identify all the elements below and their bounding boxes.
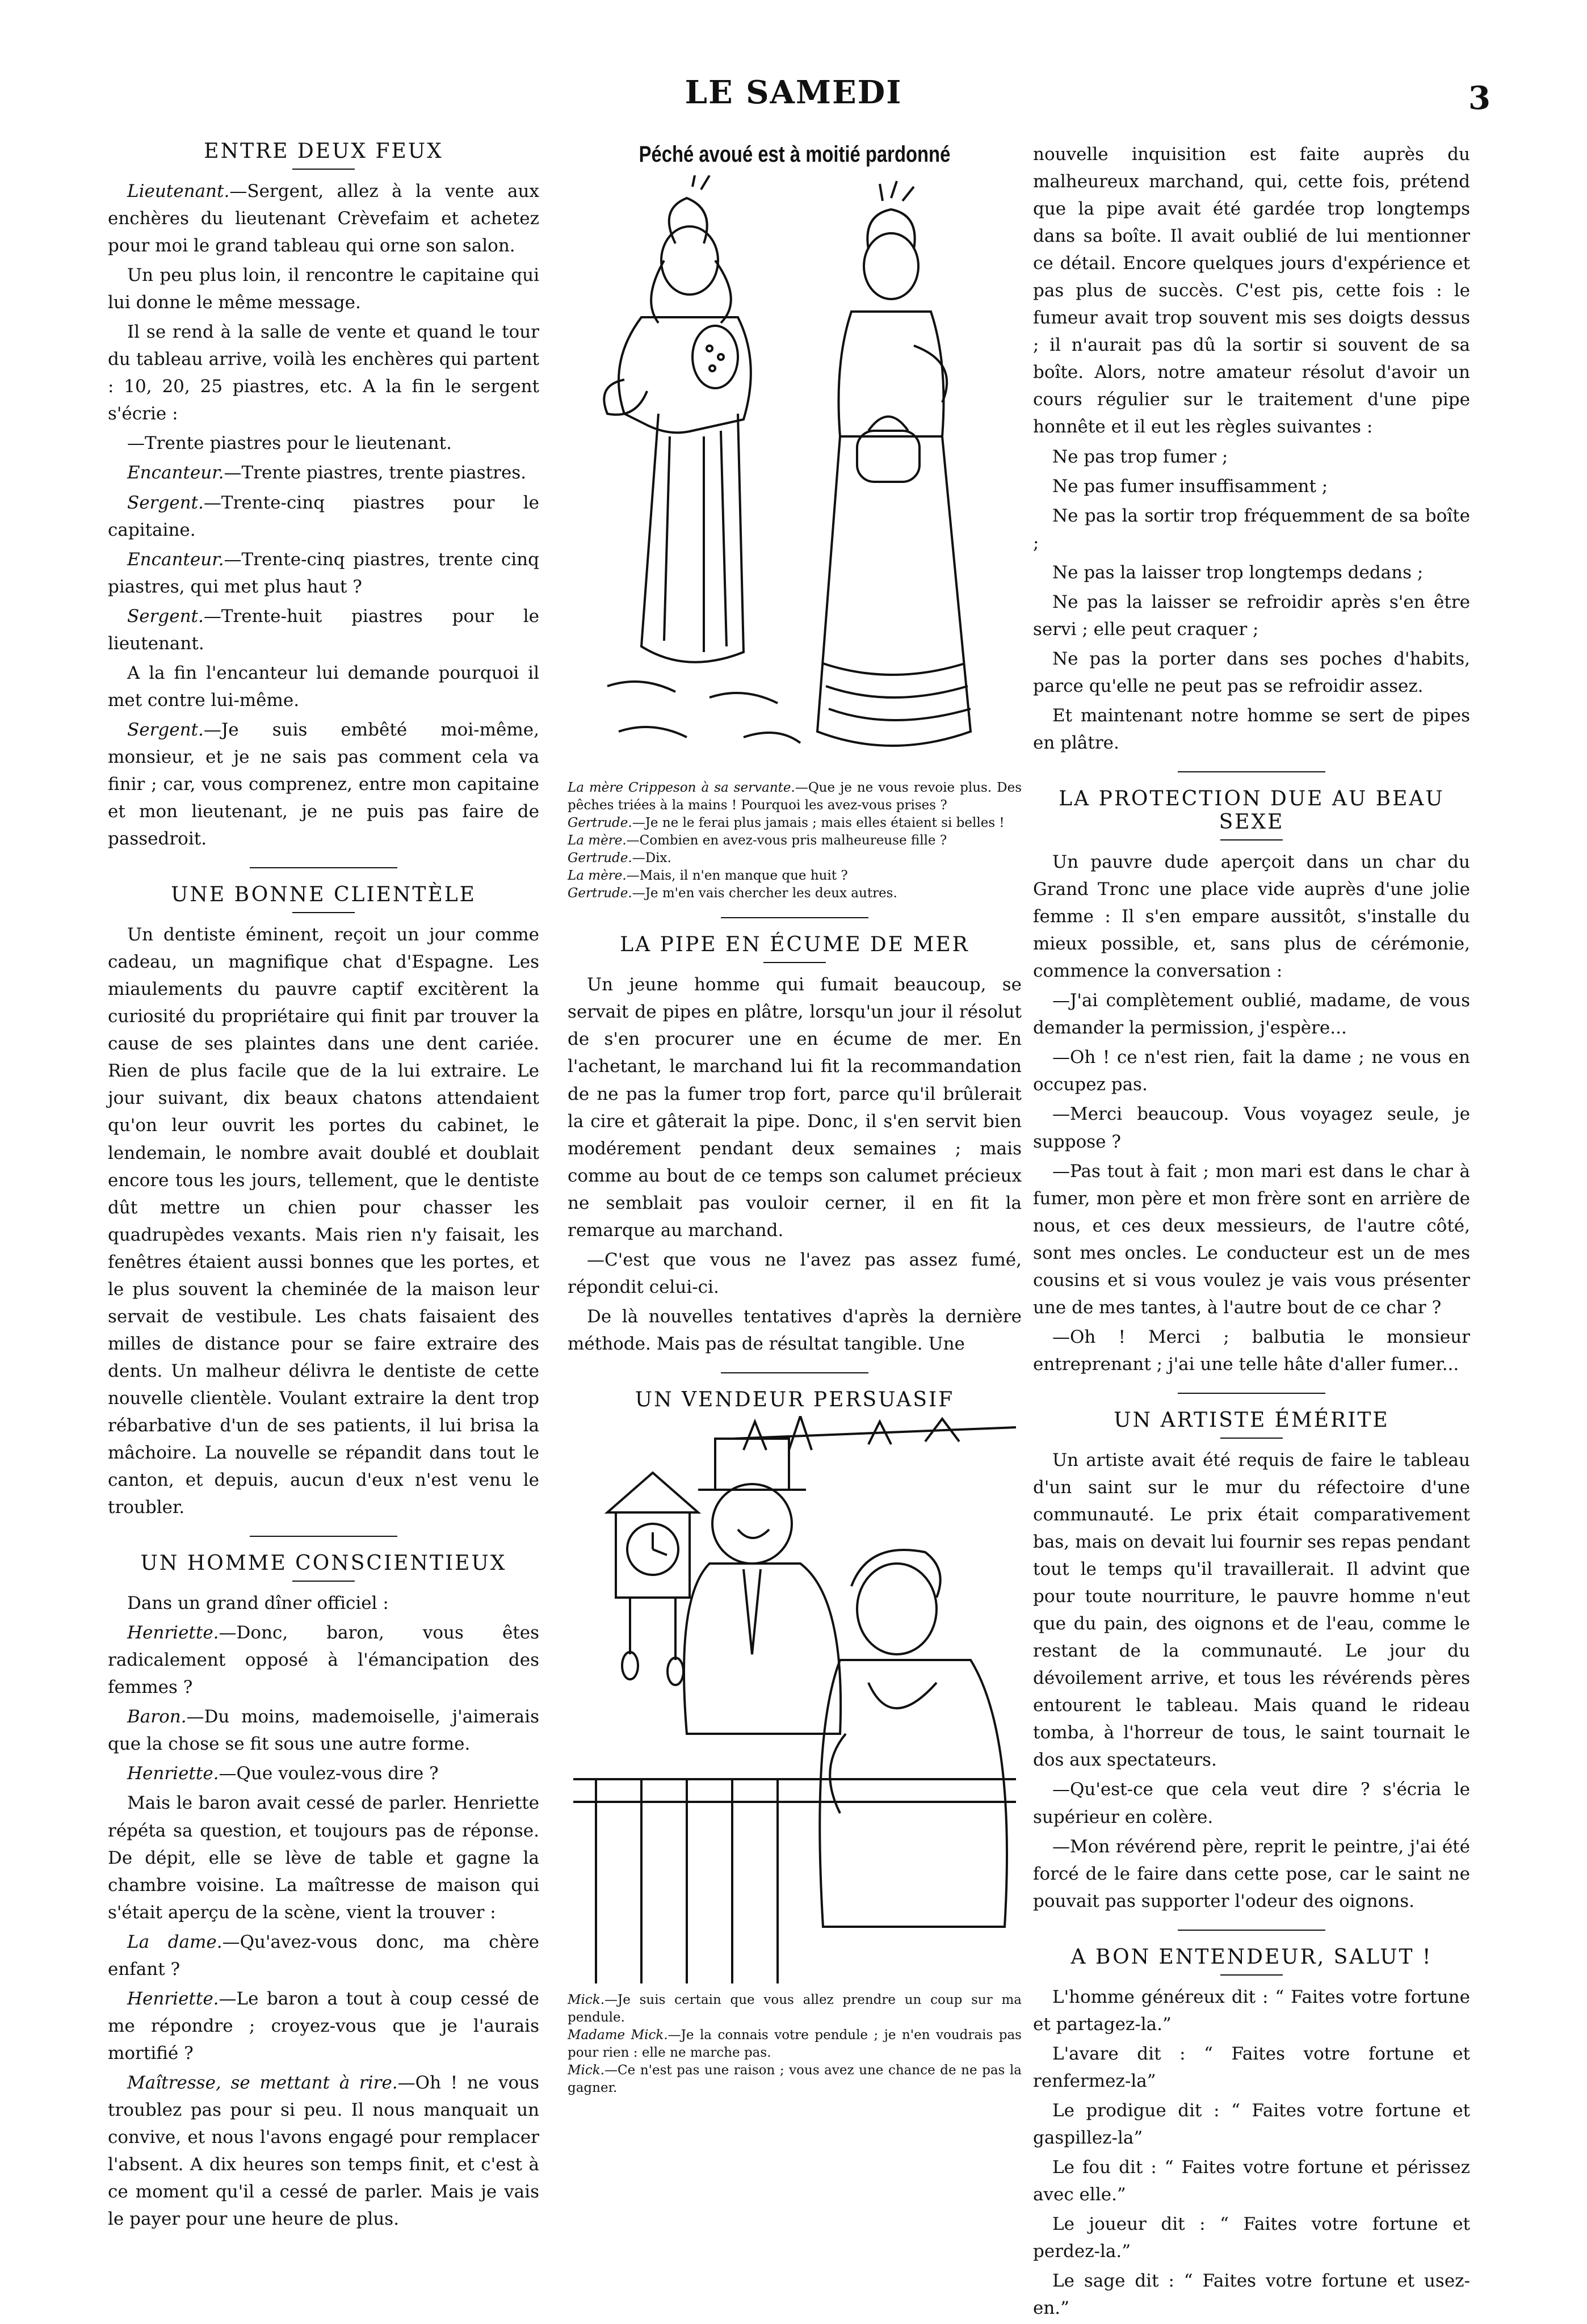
column-left xyxy=(108,125,539,2235)
article-un-homme-consciencieux xyxy=(108,1590,539,2233)
paragraph: Et maintenant notre homme se sert de pipes en plâtre. xyxy=(1033,705,1470,753)
article-title-entre-deux-feux: ENTRE DEUX FEUX xyxy=(204,140,443,163)
section-separator xyxy=(721,917,868,918)
paragraph: Henriette.—Donc, baron, vous êtes radicalement opposé à l'émancipation des femmes ? xyxy=(108,1623,539,1698)
paragraph: L'avare dit : “ Faites votre fortune et renfermez-la” xyxy=(1033,2043,1470,2091)
section-separator xyxy=(1178,1393,1325,1394)
page-number: 3 xyxy=(1468,79,1491,117)
paragraph: Maîtresse, se mettant à rire.—Oh ! ne vous troublez pas pour si peu. Il nous manquait un convive, et nous l'avons engagé pour remplacer l'absent. A dix heures son temps finit, et c'est à ce moment qu'il a cessé de parler. Mais je vais le payer pour une heure de plus. xyxy=(108,2072,539,2230)
paragraph: Baron.—Du moins, mademoiselle, j'aimerais que la chose se fit sous une autre forme. xyxy=(108,1707,539,1755)
caption-line: La mère Crippeson à sa servante.—Que je ne vous revoie plus. Des pêches triées à la mains ! Pourquoi les avez-vous prises ? xyxy=(568,780,1022,813)
paragraph: Ne pas trop fumer ; xyxy=(1052,446,1228,467)
paragraph: A la fin l'encanteur lui demande pourquoi il met contre lui-même. xyxy=(108,662,539,711)
caption-line: La mère.—Combien en avez-vous pris malheureuse fille ? xyxy=(568,833,947,848)
article-title-protection-beau-sexe: LA PROTECTION DUE AU BEAU SEXE xyxy=(1059,787,1445,834)
article-une-bonne-clientele xyxy=(108,921,539,1521)
paragraph: Encanteur.—Trente-cinq piastres, trente cinq piastres, qui met plus haut ? xyxy=(108,549,539,597)
article-title-a-bon-entendeur: A BON ENTENDEUR, SALUT ! xyxy=(1070,1945,1433,1969)
article-protection-beau-sexe xyxy=(1033,848,1470,1378)
masthead-title: LE SAMEDI xyxy=(685,74,902,111)
paragraph: —Pas tout à fait ; mon mari est dans le char à fumer, mon père et mon frère sont en arrière de nous, et ces deux messieurs, de l'autre côté, sont mes oncles. Le conducteur est un de mes cousins et si vous voulez je vais vous présenter une de mes tantes, à l'autre bout de ce char ? xyxy=(1033,1161,1470,1318)
caption-line: Gertrude.—Je m'en vais chercher les deux autres. xyxy=(568,886,897,901)
article-a-bon-entendeur xyxy=(1033,1983,1470,2322)
caption-line: Madame Mick.—Je la connais votre pendule ; je n'en voudrais pas pour rien : elle ne marche pas. xyxy=(568,2028,1022,2061)
section-separator xyxy=(250,1536,397,1537)
paragraph: Un peu plus loin, il rencontre le capitaine qui lui donne le même message. xyxy=(108,265,539,313)
column-right xyxy=(1033,125,1470,2324)
title-rule xyxy=(763,962,826,963)
article-title-un-homme-consciencieux: UN HOMME CONSCIENTIEUX xyxy=(140,1552,507,1575)
paragraph: De là nouvelles tentatives d'après la dernière méthode. Mais pas de résultat tangible. Une xyxy=(568,1306,1022,1354)
paragraph: —C'est que vous ne l'avez pas assez fumé, répondit celui-ci. xyxy=(568,1249,1022,1297)
article-title-une-bonne-clientele: UNE BONNE CLIENTÈLE xyxy=(171,883,476,907)
paragraph: Sergent.—Trente-cinq piastres pour le capitaine. xyxy=(108,492,539,540)
title-rule xyxy=(292,169,355,170)
section-separator xyxy=(721,1372,868,1373)
paragraph: Henriette.—Que voulez-vous dire ? xyxy=(127,1763,439,1784)
paragraph: Il se rend à la salle de vente et quand le tour du tableau arrive, voilà les enchères qui partent : 10, 20, 25 piastres, etc. A la fin le sergent s'écrie : xyxy=(108,322,539,425)
paragraph: Un dentiste éminent, reçoit un jour comme cadeau, un magnifique chat d'Espagne. Les miaulements du pauvre captif excitèrent la curiosité du propriétaire qui finit par trouver la cause de ses plaintes dans une dent cariée. Rien de plus facile que de la lui extraire. Le jour suivant, dix beaux chatons attendaient qu'on leur ouvrit les portes du cabinet, le lendemain, le nombre avait doublé et doublait encore tous les jours, tellement, que le dentiste dût mettre un chien pour chasser les quadrupèdes vexants. Mais rien n'y faisait, les fenêtres étaient aussi bonnes que les portes, et le plus souvent la cheminée de la maison leur servait de vestibule. Les chats faisaient des milles de distance pour se faire extraire des dents. Un malheur délivra le dentiste de cette nouvelle clientèle. Voulant extraire la dent trop rébarbative d'un de ses patients, il lui brisa la mâchoire. La nouvelle se répandit dans tout le canton, et depuis, aucun d'eux n'est venu le troubler. xyxy=(108,924,539,1518)
caption-line: La mère.—Mais, il n'en manque que huit ? xyxy=(568,868,848,884)
cartoon-caption-vendeur-persuasif xyxy=(568,1991,1022,2097)
paragraph: La dame.—Qu'avez-vous donc, ma chère enfant ? xyxy=(108,1931,539,1980)
paragraph: —J'ai complètement oublié, madame, de vous demander la permission, j'espère... xyxy=(1033,990,1470,1039)
paragraph: Un pauvre dude aperçoit dans un char du Grand Tronc une place vide auprès d'une jolie femme : Il s'en empare aussitôt, s'installe du mieux possible, et, sans plus de cérémonie, commence la conversation : xyxy=(1033,852,1470,982)
paragraph: Mais le baron avait cessé de parler. Henriette répéta sa question, et toujours pas de réponse. De dépit, elle se lève de table et gagne la chambre voisine. La maîtresse de maison qui s'était aperçu de la scène, vient la trouver : xyxy=(108,1793,539,1923)
section-separator xyxy=(1178,1930,1325,1931)
caption-line: Gertrude.—Dix. xyxy=(568,851,671,866)
paragraph: —Oh ! ce n'est rien, fait la dame ; ne vous en occupez pas. xyxy=(1033,1047,1470,1095)
paragraph: Le prodigue dit : “ Faites votre fortune et gaspillez-la” xyxy=(1033,2100,1470,2148)
paragraph: Ne pas la porter dans ses poches d'habits, parce qu'elle ne peut pas se refroidir assez. xyxy=(1033,648,1470,696)
paragraph: Sergent.—Trente-huit piastres pour le lieutenant. xyxy=(108,606,539,654)
paragraph: Lieutenant.—Sergent, allez à la vente aux enchères du lieutenant Crèvefaim et achetez pour moi le grand tableau qui orne son salon. xyxy=(108,181,539,257)
caption-line: Mick.—Je suis certain que vous allez prendre un coup sur ma pendule. xyxy=(568,1992,1022,2025)
section-separator xyxy=(250,867,397,868)
section-separator xyxy=(1178,771,1325,772)
cartoon-title-vendeur-persuasif: UN VENDEUR PERSUASIF xyxy=(635,1388,955,1411)
title-rule xyxy=(1220,1974,1283,1976)
paragraph: Le sage dit : “ Faites votre fortune et usez-en.” xyxy=(1033,2271,1470,2319)
paragraph: Ne pas la sortir trop fréquemment de sa boîte ; xyxy=(1033,505,1470,553)
title-rule xyxy=(292,912,355,913)
cartoon-title-peche-avoue: Péché avoué est à moitié pardonné xyxy=(639,142,951,167)
caption-line: Mick.—Ce n'est pas une raison ; vous avez une chance de ne pas la gagner. xyxy=(568,2063,1022,2096)
paragraph: Dans un grand dîner officiel : xyxy=(127,1593,389,1614)
article-entre-deux-feux xyxy=(108,178,539,852)
paragraph: Encanteur.—Trente piastres, trente piastres. xyxy=(127,463,527,484)
article-title-la-pipe: LA PIPE EN ÉCUME DE MER xyxy=(620,933,969,957)
paragraph: —Mon révérend père, reprit le peintre, j'ai été forcé de le faire dans cette pose, car le saint ne pouvait pas supporter l'odeur des oignons. xyxy=(1033,1836,1470,1911)
paragraph: Le fou dit : “ Faites votre fortune et périssez avec elle.” xyxy=(1033,2157,1470,2205)
article-la-pipe-en-ecume xyxy=(568,971,1022,1358)
caption-line: Gertrude.—Je ne le ferai plus jamais ; mais elles étaient si belles ! xyxy=(568,816,1005,831)
paragraph: Un jeune homme qui fumait beaucoup, se servait de pipes en plâtre, lorsqu'un jour il résolut de s'en procurer une en écume de mer. En l'achetant, le marchand lui fit la recommandation de ne pas la fumer trop fort, parce qu'il brûlerait la cire et gâterait la pipe. Donc, il s'en servit bien modérement pendant deux semaines ; mais comme au bout de ce temps son calumet précieux ne semblait pas vouloir cerner, il en fit la remarque au marchand. xyxy=(568,974,1022,1241)
title-rule xyxy=(1220,1438,1283,1439)
paragraph: Ne pas la laisser trop longtemps dedans ; xyxy=(1052,562,1424,583)
paragraph: Ne pas la laisser se refroidir après s'en être servi ; elle peut craquer ; xyxy=(1033,591,1470,640)
paragraph: —Trente piastres pour le lieutenant. xyxy=(127,433,452,454)
paragraph: Ne pas fumer insuffisamment ; xyxy=(1052,476,1328,497)
cartoon-caption-peche-avoue xyxy=(568,779,1022,902)
paragraph: Le joueur dit : “ Faites votre fortune et perdez-la.” xyxy=(1033,2214,1470,2262)
paragraph: Henriette.—Le baron a tout à coup cessé de me répondre ; croyez-vous que je l'aurais mortifié ? xyxy=(108,1988,539,2064)
title-rule xyxy=(292,1581,355,1582)
cartoon-illustration-clock-seller xyxy=(573,1416,1016,1983)
title-rule xyxy=(1220,839,1283,840)
paragraph: Un artiste avait été requis de faire le tableau d'un saint sur le mur du réfectoire d'une communauté. Le prix était comparativement bas, mais on devait lui fournir ses repas pendant tout le temps qu'il travaillerait. Il advint que pour toute nourriture, le pauvre homme n'eut que du pain, des oignons et de l'eau, comme le restant de la communauté. Le jour du dévoilement arrive, et tous les révérends pères entourent le tableau. Mais quand le rideau tomba, à l'horreur de tous, le saint tournait le dos aux spectateurs. xyxy=(1033,1449,1470,1771)
article-la-pipe-continued xyxy=(1033,141,1470,757)
paragraph: L'homme généreux dit : “ Faites votre fortune et partagez-la.” xyxy=(1033,1986,1470,2035)
article-title-artiste-emerite: UN ARTISTE ÉMÉRITE xyxy=(1114,1408,1389,1432)
paragraph: —Oh ! Merci ; balbutia le monsieur entreprenant ; j'ai une telle hâte d'aller fumer... xyxy=(1033,1326,1470,1375)
paragraph: nouvelle inquisition est faite auprès du malheureux marchand, qui, cette fois, prétend que la pipe avait été gardée trop longtemps dans sa boîte. Il avait oublié de lui mentionner ce détail. Encore quelques jours d'expérience et pas plus de succès. C'est pis, cette fois : le fumeur avait trop souvent mis ses doigts dessus ; il n'aurait pas dû la sortir si souvent de sa boîte. Alors, notre amateur résolut d'avoir un cours régulier sur le traitement d'une pipe honnête et il eut les règles suivantes : xyxy=(1033,144,1470,438)
column-middle xyxy=(568,125,1022,2097)
article-artiste-emerite xyxy=(1033,1447,1470,1915)
paragraph: —Qu'est-ce que cela veut dire ? s'écria le supérieur en colère. xyxy=(1033,1779,1470,1827)
paragraph: Sergent.—Je suis embêté moi-même, monsieur, et je ne sais pas comment cela va finir ; car, vous comprenez, entre mon capitaine et mon lieutenant, je ne puis pas faire de passedroit. xyxy=(108,719,539,850)
paragraph: —Merci beaucoup. Vous voyagez seule, je suppose ? xyxy=(1033,1104,1470,1152)
cartoon-illustration-two-women xyxy=(573,175,1016,771)
